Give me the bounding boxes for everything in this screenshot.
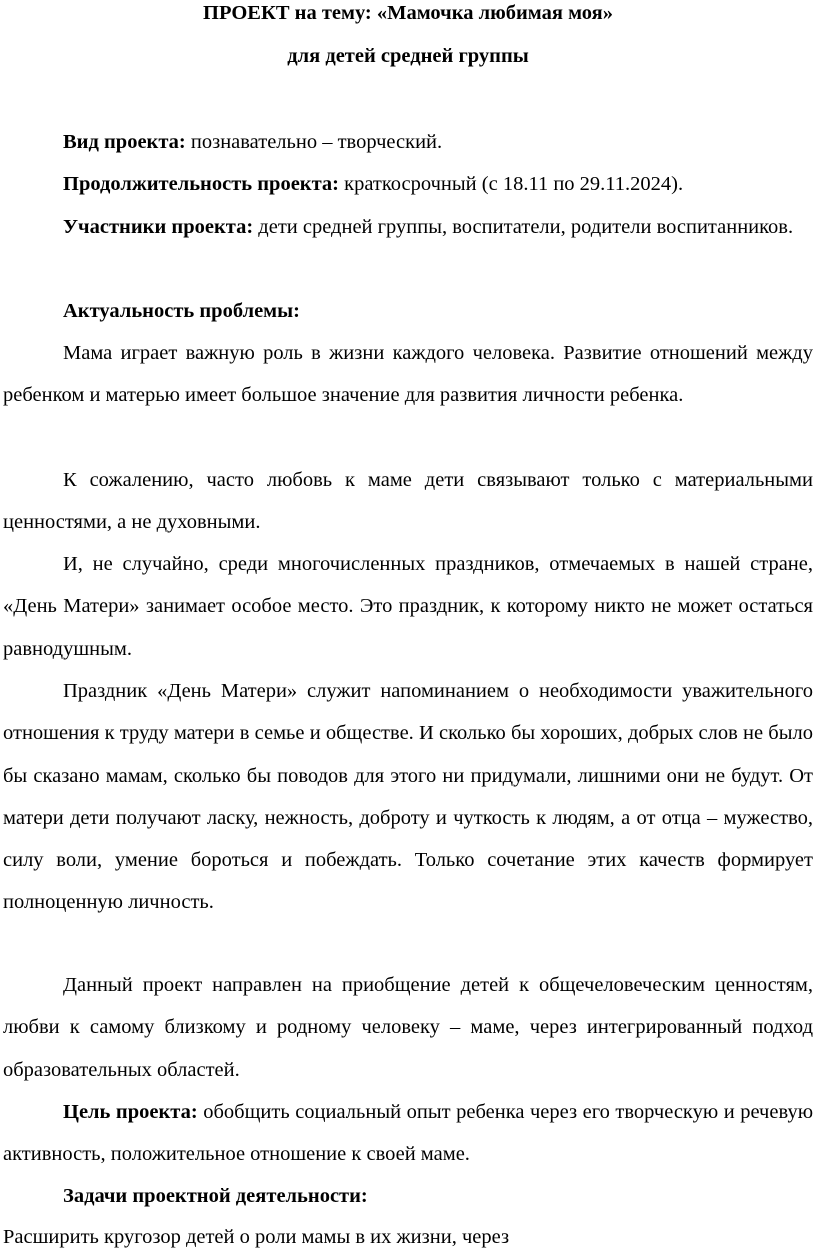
tasks-first-line: Расширить кругозор детей о роли мамы в их жизни, через xyxy=(3,1226,510,1248)
project-duration xyxy=(3,163,813,205)
project-goal-value: обобщить социальный опыт ребенка через его творческую и речевую активность, положительное отношение к своей маме. xyxy=(3,1101,814,1166)
project-duration-label: Продолжительность проекта: xyxy=(63,173,340,195)
project-type-label: Вид проекта: xyxy=(63,131,186,153)
document-subtitle: для детей средней группы xyxy=(287,45,529,67)
paragraph-5: Данный проект направлен на приобщение детей к общечеловеческим ценностям, любви к самому близкому и родному человеку – маме, через интегрированный подход образовательных областей. xyxy=(3,974,813,1081)
paragraph-2: К сожалению, часто любовь к маме дети связывают только с материальными ценностями, а не духовными. xyxy=(3,469,813,534)
project-type xyxy=(3,121,813,163)
paragraph-4: Праздник «День Матери» служит напоминанием о необходимости уважительного отношения к труду матери в семье и обществе. И сколько бы хороших, добрых слов не было бы сказано мамам, сколько бы поводов для этого ни придумали, лишними они не будут. От матери дети получают ласку, нежность, доброту и чуткость к людям, а от отца – мужество, силу воли, умение бороться и побеждать. Только сочетание этих качеств формирует полноценную личность. xyxy=(3,680,813,914)
paragraph-1: Мама играет важную роль в жизни каждого человека. Развитие отношений между ребенком и матерью имеет большое значение для развития личности ребенка. xyxy=(3,342,813,407)
project-type-value: познавательно – творческий. xyxy=(185,131,443,153)
project-participants xyxy=(3,206,813,248)
project-duration-value: краткосрочный (с 18.11 по 29.11.2024). xyxy=(339,173,684,195)
project-participants-label: Участники проекта: xyxy=(63,216,254,238)
tasks-heading: Задачи проектной деятельности: xyxy=(63,1185,368,1207)
project-goal xyxy=(3,1091,813,1176)
project-participants-value: дети средней группы, воспитатели, родители воспитанников. xyxy=(253,216,794,238)
relevance-heading: Актуальность проблемы: xyxy=(63,300,300,322)
project-goal-label: Цель проекта: xyxy=(63,1101,198,1123)
document-title: ПРОЕКТ на тему: «Мамочка любимая моя» xyxy=(203,2,613,24)
paragraph-3: И, не случайно, среди многочисленных праздников, отмечаемых в нашей стране, «День Матери» занимает особое место. Это праздник, к которому никто не может остаться равнодушным. xyxy=(3,553,813,660)
